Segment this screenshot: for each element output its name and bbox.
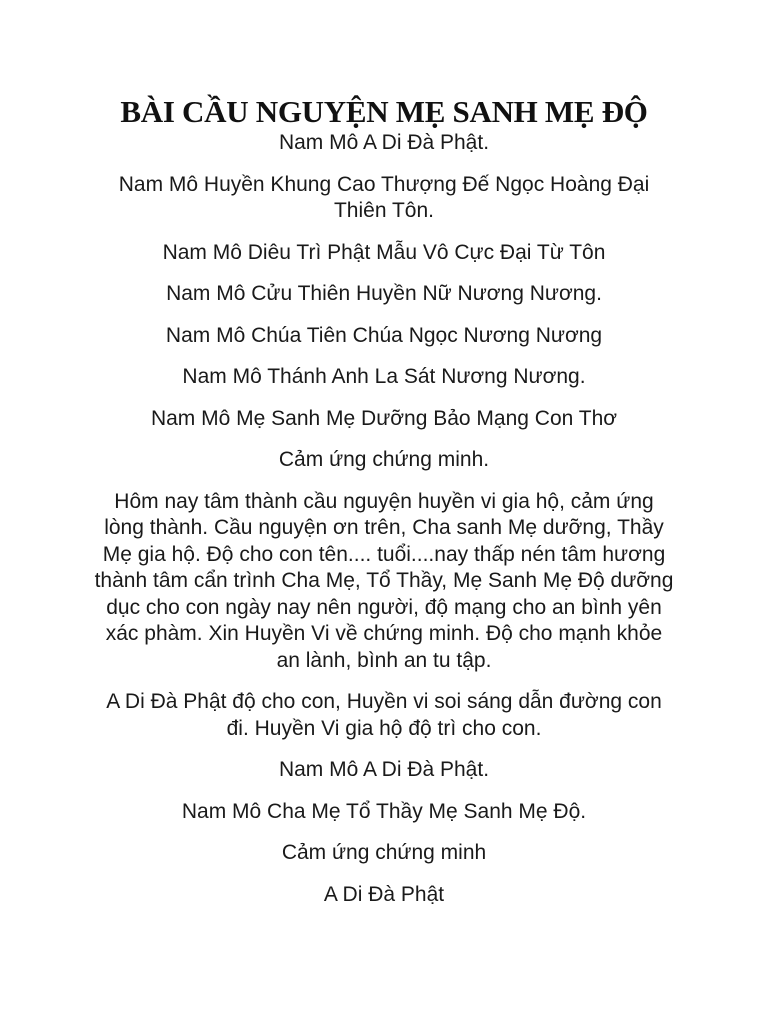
paragraph-13: Cảm ứng chứng minh bbox=[281, 841, 487, 864]
paragraph-10: A Di Đà Phật độ cho con, Huyền vi soi sáng dẫn đường con đi. Huyền Vi gia hộ độ trì cho con. bbox=[106, 690, 662, 740]
paragraph-7: Nam Mô Mẹ Sanh Mẹ Dưỡng Bảo Mạng Con Thơ bbox=[150, 406, 618, 430]
paragraph-8: Cảm ứng chứng minh. bbox=[278, 448, 490, 471]
paragraph-14: A Di Đà Phật bbox=[323, 882, 445, 906]
document-body bbox=[94, 92, 674, 923]
paragraph-6: Nam Mô Thánh Anh La Sát Nương Nương. bbox=[182, 365, 586, 388]
paragraph-9: Hôm nay tâm thành cầu nguyện huyền vi gia hộ, cảm ứng lòng thành. Cầu nguyện ơn trên, Cha sanh Mẹ dưỡng, Thầy Mẹ gia hộ. Độ cho con tên.... tuổi....nay thấp nén tâm hương thành tâm cẩn trình Cha Mẹ, Tổ Thầy, Mẹ Sanh Mẹ Độ dưỡng dục cho con ngày nay nên người, độ mạng cho an bình yên xác phàm. Xin Huyền Vi về chứng minh. Độ cho mạnh khỏe an lành, bình an tu tập. bbox=[94, 489, 674, 672]
paragraph-2: Nam Mô Huyền Khung Cao Thượng Đế Ngọc Hoàng Đại Thiên Tôn. bbox=[118, 172, 650, 222]
paragraph-5: Nam Mô Chúa Tiên Chúa Ngọc Nương Nương bbox=[165, 323, 603, 347]
paragraph-11: Nam Mô A Di Đà Phật. bbox=[278, 758, 490, 781]
paragraph-1: Nam Mô A Di Đà Phật. bbox=[278, 131, 490, 154]
paragraph-3: Nam Mô Diêu Trì Phật Mẫu Vô Cực Đại Từ Tôn bbox=[162, 240, 606, 264]
paragraph-12: Nam Mô Cha Mẹ Tổ Thầy Mẹ Sanh Mẹ Độ. bbox=[181, 799, 587, 823]
document-title: BÀI CẦU NGUYỆN MẸ SANH MẸ ĐỘ bbox=[120, 94, 648, 129]
paragraph-4: Nam Mô Cửu Thiên Huyền Nữ Nương Nương. bbox=[166, 282, 602, 305]
